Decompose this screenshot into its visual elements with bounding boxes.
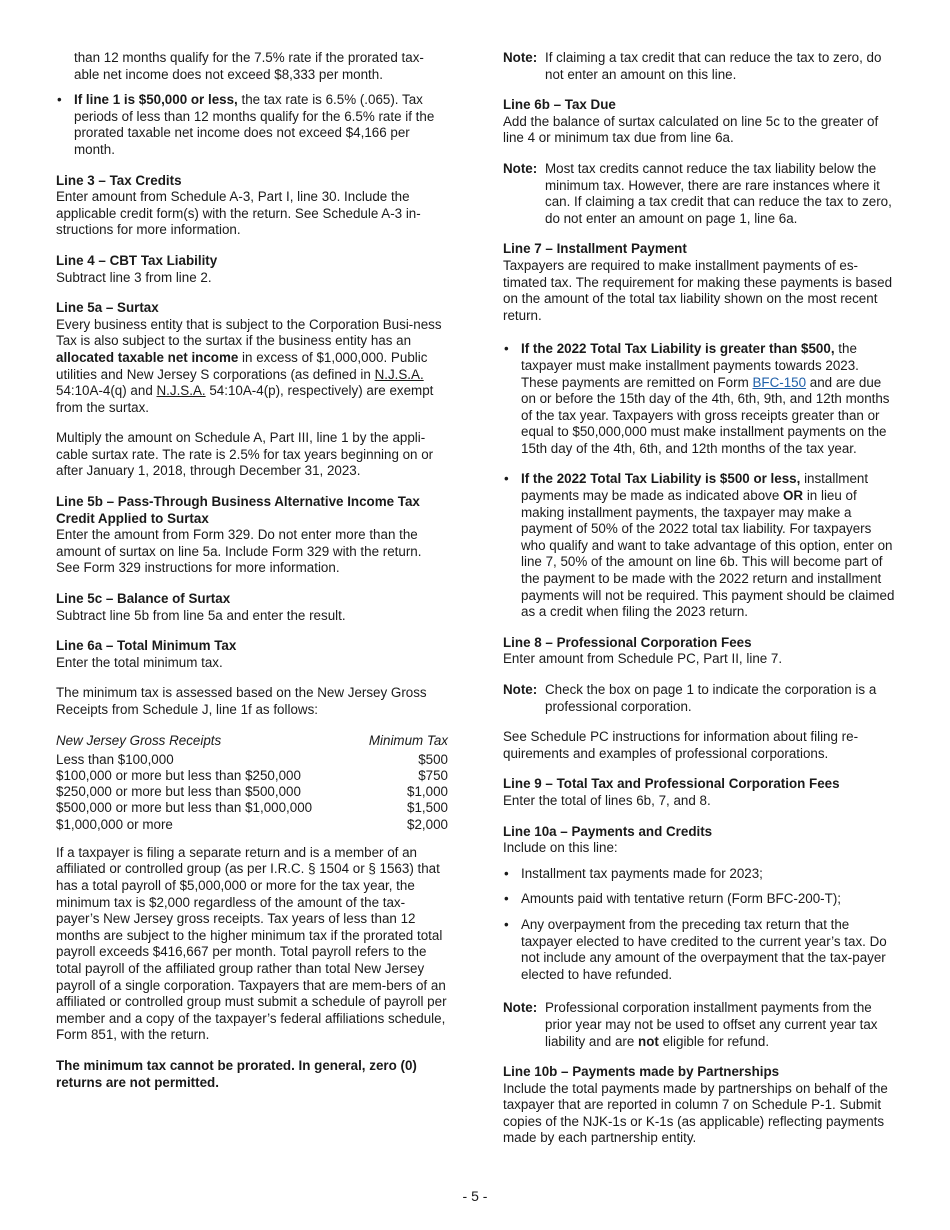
note-line6a: [503, 50, 898, 83]
section-line4: [56, 253, 448, 286]
table-cell-range: $250,000 or more but less than $500,000: [56, 784, 301, 800]
bullet-icon: •: [504, 471, 509, 487]
list-item: [503, 866, 898, 883]
line6a-text: Enter the total minimum tax.: [56, 654, 223, 670]
left-column: [56, 50, 448, 1105]
continued-text: than 12 months qualify for the 7.5% rate if the prorated tax-able net income does not exceed $8,333 per month.: [74, 50, 424, 82]
list-item: [503, 891, 898, 908]
bullet-text: installment payments may be made as indicated above: [521, 471, 869, 504]
table-row: [56, 768, 448, 784]
bullet-icon: •: [504, 865, 509, 881]
table-row: [56, 784, 448, 800]
bullet-text-b: and are due on or before the 15th day of the 4th, 6th, 9th, and 12th months of the tax year. Taxpayers with gross receipts greater than or equal to $50,000,000 must make installment payments on the 15th day of the 4th, 6th, and 12th months of the tax year.: [521, 374, 890, 456]
proration-warning-text: The minimum tax cannot be prorated. In general, zero (0) returns are not permitted.: [56, 1057, 417, 1090]
section-line10a: [503, 824, 898, 857]
proration-warning: [56, 1058, 448, 1091]
line4-text: Subtract line 3 from line 2.: [56, 269, 212, 285]
line5a-text: Every business entity that is subject to the Corporation Busi-ness Tax is also subject to the surtax if the business entity has an: [56, 316, 442, 349]
bullet-text: the tax rate is 6.5% (.065). Tax periods of less than 12 months qualify for the 6.5% rate if the prorated taxable net income does not exceed $4,166 per month.: [74, 92, 435, 157]
table-cell-tax: $1,000: [407, 784, 448, 800]
bullet-bold: If line 1 is $50,000 or less,: [74, 92, 238, 108]
line5b-text: Enter the amount from Form 329. Do not enter more than the amount of surtax on line 5a. Include Form 329 with the return. See Form 329 instructions for more information.: [56, 527, 422, 576]
table-header-receipts: New Jersey Gross Receipts: [56, 732, 222, 748]
list-item: [503, 917, 898, 983]
bullet-item: [56, 92, 448, 158]
line5a-bold: allocated taxable net income: [56, 349, 239, 365]
line5a-rate-paragraph: Multiply the amount on Schedule A, Part III, line 1 by the appli-cable surtax rate. The rate is 2.5% for tax years beginning on or after January 1, 2018, through December 31, 2023.: [56, 430, 434, 479]
table-row: [56, 817, 448, 833]
bfc-150-link[interactable]: BFC-150: [752, 374, 807, 390]
list-item-text: Any overpayment from the preceding tax return that the taxpayer elected to have credited to the current year’s tax. Do not include any amount of the overpayment that the tax-payer elected to have refunded.: [521, 916, 887, 982]
note-tax-credits: [503, 161, 898, 227]
line9-text: Enter the total of lines 6b, 7, and 8.: [503, 792, 711, 808]
line5a-heading: Line 5a – Surtax: [56, 300, 159, 316]
line5a-text-c: 54:10A-4(q) and: [56, 383, 157, 399]
bullet-item: [503, 471, 898, 620]
bullet-icon: •: [504, 891, 509, 907]
table-cell-tax: $500: [418, 751, 448, 767]
section-line10b: [503, 1064, 898, 1147]
bullet-bold: If the 2022 Total Tax Liability is $500 or less,: [521, 471, 801, 487]
note-text: [545, 1000, 898, 1050]
table-cell-tax: $2,000: [407, 816, 448, 832]
njsa-ref-1: N.J.S.A.: [374, 366, 424, 382]
line7-heading: Line 7 – Installment Payment: [503, 241, 687, 257]
page-number: - 5 -: [462, 1188, 488, 1204]
line3-heading: Line 3 – Tax Credits: [56, 172, 182, 188]
table-cell-range: Less than $100,000: [56, 751, 174, 767]
note-label: Note:: [503, 682, 538, 697]
list-item-text: Amounts paid with tentative return (Form BFC-200-T);: [521, 891, 841, 907]
line8-text: Enter amount from Schedule PC, Part II, line 7.: [503, 651, 783, 667]
section-line5a: [56, 300, 448, 416]
section-line3: [56, 173, 448, 239]
bullet-icon: •: [504, 341, 509, 357]
line5c-heading: Line 5c – Balance of Surtax: [56, 591, 231, 607]
table-cell-range: $100,000 or more but less than $250,000: [56, 768, 301, 783]
note-text: Check the box on page 1 to indicate the corporation is a professional corporation.: [545, 682, 877, 714]
line6b-heading: Line 6b – Tax Due: [503, 97, 616, 113]
section-line9: [503, 776, 898, 809]
note-text: If claiming a tax credit that can reduce the tax to zero, do not enter an amount on this line.: [545, 50, 882, 82]
note-label: Note:: [503, 160, 538, 176]
bullet-icon: •: [57, 92, 62, 108]
note-bold: not: [638, 1033, 659, 1049]
table-cell-range: $500,000 or more but less than $1,000,000: [56, 800, 313, 816]
line10a-text: Include on this line:: [503, 840, 618, 856]
line6a-heading: Line 6a – Total Minimum Tax: [56, 638, 237, 654]
line5b-heading: Line 5b – Pass-Through Business Alternative Income Tax Credit Applied to Surtax: [56, 494, 420, 526]
section-line7: [503, 241, 898, 324]
right-column: [503, 50, 898, 1161]
note-text-b: eligible for refund.: [658, 1033, 770, 1049]
section-line8: [503, 635, 898, 668]
line10a-heading: Line 10a – Payments and Credits: [503, 823, 713, 839]
list-item-text: Installment tax payments made for 2023;: [521, 865, 763, 881]
njsa-ref-2: N.J.S.A.: [156, 383, 206, 399]
line3-text: Enter amount from Schedule A-3, Part I, line 30. Include the applicable credit form(s) with the return. See Schedule A-3 in-structions for more information.: [56, 189, 421, 238]
schedule-pc-paragraph: See Schedule PC instructions for information about filing re-quirements and examples of professional corporations.: [503, 729, 859, 761]
note-label: Note:: [503, 50, 538, 65]
table-cell-tax: $1,500: [407, 800, 448, 816]
table-row: [56, 752, 448, 768]
note-text-a: Professional corporation installment payments from the prior year may not be used to offset any current year tax liability and are: [545, 1000, 878, 1049]
table-row: [56, 800, 448, 816]
line10b-text: Include the total payments made by partnerships on behalf of the taxpayer that are reported in column 7 on Schedule P-1. Submit copies of the NJK-1s or K-1s (as applicable) reflecting payments made by each partnership entity.: [503, 1080, 888, 1146]
section-line6b: [503, 97, 898, 147]
bullet-text-b: in lieu of making installment payments, the taxpayer may make a payment of 50% of the 2022 total tax liability. For taxpayers who qualify and want to take advantage of this option, enter on line 7, 50% of the amount on line 6b. This will become part of the payment to be made with the 2022 return and installment payments will not be required. This payment should be claimed as a credit when filing the 2023 return.: [521, 488, 895, 620]
section-line5c: [56, 591, 448, 624]
line6a-assessment-paragraph: The minimum tax is assessed based on the New Jersey Gross Receipts from Schedule J, line 1f as follows:: [56, 685, 427, 717]
line5a-text-d: 54:10A-4(p), respectively) are exempt from the surtax.: [56, 383, 434, 415]
line5a-text-b: in excess of $1,000,000. Public utilities and New Jersey S corporations (as defined in: [56, 349, 428, 382]
minimum-tax-table: [56, 733, 448, 833]
table-cell-tax: $750: [418, 768, 448, 783]
affiliated-group-paragraph: If a taxpayer is filing a separate return and is a member of an affiliated or controlled group (as per I.R.C. § 1504 or § 1563) that has a total payroll of $5,000,000 or more for the tax year, the minimum tax is $2,000 regardless of the amount of the tax-payer’s New Jersey gross receipts. Tax years of less than 12 months are subject to the higher minimum tax if the prorated total payroll exceeds $416,667 per month. Total payroll refers to the total payroll of the affiliated group rather than total New Jersey payroll of a single corporation. Taxpayers that are mem-bers of an affiliated or controlled group must submit a schedule of payroll per member and a copy of the taxpayer’s federal affiliations schedule, Form 851, with the return.: [56, 844, 447, 1043]
section-line5b: [56, 494, 448, 577]
section-line6a: [56, 638, 448, 671]
table-header-tax: Minimum Tax: [368, 732, 448, 748]
bullet-or: OR: [783, 488, 804, 504]
note-installment-payments: [503, 1000, 898, 1050]
line7-text: Taxpayers are required to make installment payments of es-timated tax. The requirement for making these payments is based on the amount of the total tax liability shown on the most recent return.: [503, 257, 893, 323]
line8-heading: Line 8 – Professional Corporation Fees: [503, 634, 752, 650]
line4-heading: Line 4 – CBT Tax Liability: [56, 252, 218, 268]
line5c-text: Subtract line 5b from line 5a and enter the result.: [56, 607, 346, 623]
note-professional-corp: [503, 682, 898, 715]
line9-heading: Line 9 – Total Tax and Professional Corporation Fees: [503, 776, 840, 792]
bullet-bold: If the 2022 Total Tax Liability is greater than $500,: [521, 341, 835, 357]
table-cell-range: $1,000,000 or more: [56, 816, 173, 832]
note-label: Note:: [503, 1000, 538, 1016]
bullet-text: the taxpayer must make installment payments towards 2023. These payments are remitted on Form: [521, 341, 859, 390]
note-text: Most tax credits cannot reduce the tax liability below the minimum tax. However, there are rare instances where it can. If claiming a tax credit that can reduce the tax to zero, do not enter an amount on page 1, line 6a.: [545, 160, 892, 226]
line6b-text: Add the balance of surtax calculated on line 5c to the greater of line 4 or minimum tax due from line 6a.: [503, 113, 879, 146]
line10b-heading: Line 10b – Payments made by Partnerships: [503, 1064, 780, 1080]
bullet-icon: •: [504, 916, 509, 932]
bullet-item: [503, 341, 898, 457]
